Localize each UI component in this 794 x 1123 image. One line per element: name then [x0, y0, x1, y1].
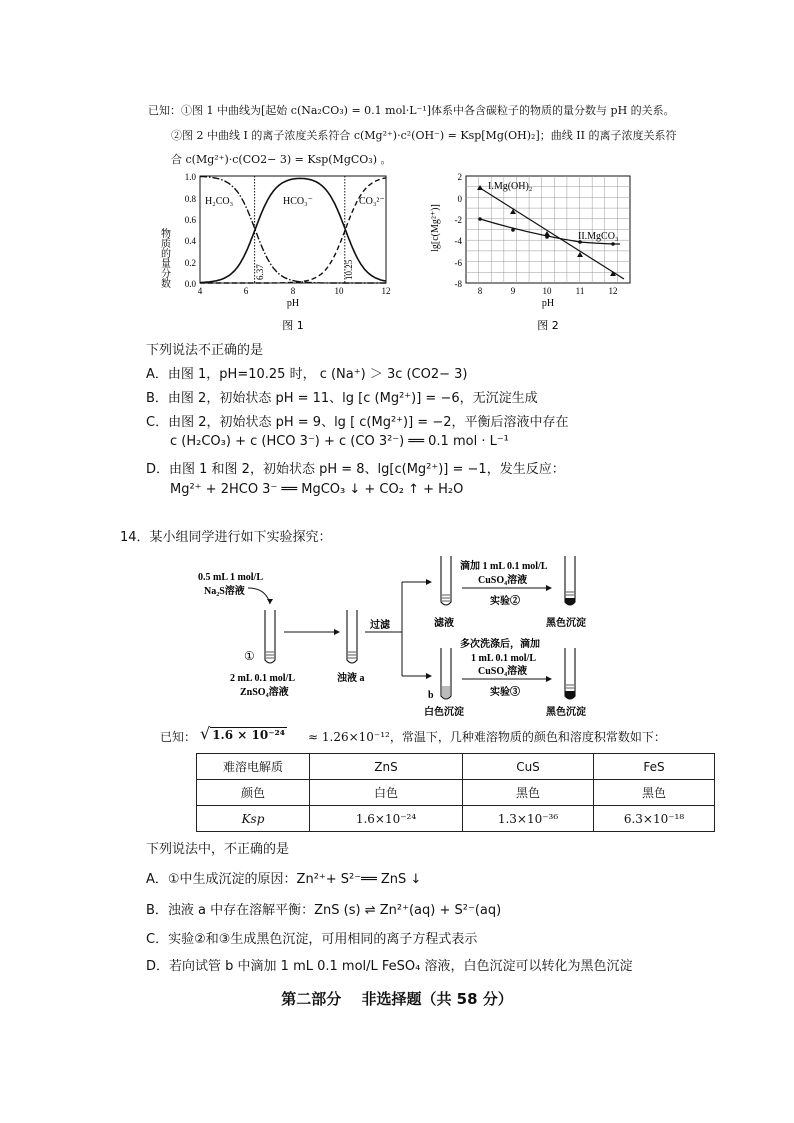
q13-stem: 下列说法不正确的是 — [146, 343, 264, 358]
fig1-xtick: 6 — [243, 286, 249, 296]
fig1-mark1: 6.37 — [255, 264, 265, 280]
q14-option-d: D．若向试管 b 中滴加 1 mL 0.1 mol/L FeSO₄ 溶液，白色沉淀可以转化为黑色沉淀 — [146, 959, 633, 974]
fig1-yticks — [185, 172, 197, 289]
fig1-xtick: 4 — [197, 286, 203, 296]
q13-known-line1: 已知：①图 1 中曲线为[起始 c(Na₂CO₃) = 0.1 mol·L⁻¹]体系中各含碳粒子的物质的量分数与 pH 的关系。 — [148, 104, 675, 117]
fig2-marker — [477, 185, 483, 190]
fig1-ytick: 1.0 — [184, 172, 196, 182]
table-cell: ZnS — [310, 754, 463, 780]
fig1-xticks — [198, 286, 391, 296]
reagent1-line1: 0.5 mL 1 mol/L — [198, 572, 264, 583]
q13-known-line2: ②图 2 中曲线 I 的离子浓度关系符合 c(Mg²⁺)·c²(OH⁻) = Ksp[Mg(OH)₂]；曲线 II 的离子浓度关系符 — [171, 129, 677, 142]
tube1-number: ① — [244, 649, 255, 663]
table-row — [197, 806, 715, 832]
fig1-frame — [200, 176, 386, 283]
top-reagent-line2: CuSO₄溶液 — [478, 575, 528, 586]
fig1-label-co3: CO₃²⁻ — [359, 196, 385, 207]
fig2-ytick: -4 — [454, 236, 462, 246]
fig2-caption: 图 2 — [537, 319, 559, 332]
table-cell: 黑色 — [594, 780, 715, 806]
experiment-diagram — [190, 548, 640, 724]
tube-2 — [347, 610, 357, 663]
fig2-label-curve1: I.Mg(OH)₂ — [488, 181, 533, 192]
fig2-yticks — [455, 172, 463, 289]
fig2-label-curve2: II.MgCO₃ — [578, 231, 619, 242]
q14-option-b: B．浊液 a 中存在溶解平衡：ZnS (s) ⇌ Zn²⁺(aq) + S²⁻(aq) — [146, 903, 502, 918]
filter-label: 过滤 — [370, 620, 390, 631]
dropper-arrow — [248, 588, 270, 604]
fig1-ytick: 0.6 — [184, 215, 196, 225]
table-row — [197, 780, 715, 806]
fig2-ytick: -6 — [454, 258, 462, 268]
exp3-arrow-head — [546, 676, 552, 682]
fig2-xlabel: pH — [541, 298, 555, 309]
fig2-xtick: 10 — [542, 286, 552, 296]
table-cell: 1.6×10⁻²⁴ — [310, 806, 463, 832]
table-cell: 难溶电解质 — [197, 754, 310, 780]
q14-option-a: A．①中生成沉淀的原因：Zn²⁺+ S²⁻══ ZnS ↓ — [146, 872, 422, 887]
branch-top-head — [426, 579, 432, 585]
table-cell: FeS — [594, 754, 715, 780]
table-cell: 颜色 — [197, 780, 310, 806]
fig1-xlabel: pH — [286, 298, 300, 309]
bottom-reagent-line3: CuSO₄溶液 — [478, 666, 528, 677]
tube-filtrate — [441, 556, 451, 605]
exp2-label: 实验② — [490, 596, 520, 607]
fig2-marker — [545, 235, 549, 239]
fig1-xtick: 8 — [290, 286, 296, 296]
fig1-curve-co3 — [200, 178, 386, 283]
exp2-arrow-head — [546, 585, 552, 591]
black-precipitate-label-2: 黑色沉淀 — [546, 707, 586, 718]
part-two-heading: 第二部分 非选择题（共 58 分） — [281, 990, 513, 1008]
q13-option-c: C．由图 2，初始状态 pH = 9、lg [ c(Mg²⁺)] = −2，平衡后溶液中存在 — [146, 415, 569, 430]
fig1-ytick: 0.8 — [184, 194, 196, 204]
fig1-label-hco3: HCO₃⁻ — [283, 196, 313, 207]
figure-2-chart — [420, 168, 640, 333]
q14-known-rest: ≈ 1.26×10⁻¹²，常温下，几种难溶物质的颜色和溶度积常数如下： — [308, 730, 666, 744]
tube-b-label: b — [428, 690, 434, 701]
tube-black-2 — [565, 648, 575, 699]
white-precipitate-label: 白色沉淀 — [424, 707, 464, 718]
tube1-line1: 2 mL 0.1 mol/L — [230, 673, 296, 684]
fig2-marker — [611, 242, 615, 246]
fig1-xtick: 12 — [381, 286, 391, 296]
q13-option-d-cont: Mg²⁺ + 2HCO 3⁻ ══ MgCO₃ ↓ + CO₂ ↑ + H₂O — [170, 482, 464, 497]
sqrt-expression — [200, 724, 287, 743]
fig2-ytick: -8 — [454, 279, 462, 289]
fig2-xtick: 9 — [510, 286, 516, 296]
q13-option-b: B．由图 2，初始状态 pH = 11、lg [c (Mg²⁺)] = −6，无沉淀生成 — [146, 391, 538, 406]
q14-title: 14．某小组同学进行如下实验探究： — [120, 530, 332, 545]
exp3-label: 实验③ — [490, 687, 520, 698]
ksp-table — [196, 753, 715, 832]
tube2-label: 浊液 a — [337, 673, 365, 684]
table-cell: Ksp — [197, 806, 310, 832]
fig1-mark2: 10.25 — [344, 259, 354, 280]
fig2-xtick: 8 — [477, 286, 483, 296]
q13-known-line3: 合 c(Mg²⁺)·c(CO2− 3) = Ksp(MgCO₃) 。 — [171, 153, 392, 166]
reagent1-line2: Na₂S溶液 — [204, 586, 245, 597]
figure-1-chart — [150, 168, 400, 333]
bottom-reagent-line2: 1 mL 0.1 mol/L — [471, 653, 537, 664]
tube1-line2: ZnSO₄溶液 — [240, 687, 289, 698]
fig2-ytick: 2 — [457, 172, 462, 182]
fig2-ylabel: lg[c(Mg²⁺)] — [430, 204, 441, 252]
arrow-1-head — [334, 629, 340, 635]
tube-b — [441, 648, 451, 699]
fig2-xtick: 11 — [575, 286, 585, 296]
tube-1 — [265, 610, 275, 663]
q14-stem: 下列说法中，不正确的是 — [146, 842, 290, 857]
sqrt-icon: √ — [200, 724, 211, 743]
sqrt-radicand: 1.6 × 10⁻²⁴ — [212, 728, 286, 742]
fig1-curve-hco3 — [200, 178, 386, 282]
fig1-ytick: 0.0 — [184, 279, 196, 289]
fig2-xticks — [478, 286, 618, 296]
branch-bottom-head — [426, 673, 432, 679]
table-cell: 1.3×10⁻³⁶ — [463, 806, 594, 832]
top-reagent-line1: 滴加 1 mL 0.1 mol/L — [460, 561, 548, 572]
q13-option-d: D．由图 1 和图 2，初始状态 pH = 8、lg[c(Mg²⁺)] = −1，发生反应： — [146, 462, 565, 477]
bottom-reagent-line1: 多次洗涤后，滴加 — [460, 639, 540, 650]
filtrate-label: 滤液 — [434, 618, 454, 629]
q13-option-a: A．由图 1，pH=10.25 时， c (Na⁺) ＞ 3c (CO2− 3) — [146, 367, 468, 382]
fig1-label-h2co3: H₂CO₃ — [205, 196, 234, 207]
dropper-arrowhead — [267, 599, 273, 604]
black-precipitate-label-1: 黑色沉淀 — [546, 618, 586, 629]
table-row — [197, 754, 715, 780]
tube-black-1 — [565, 556, 575, 605]
fig2-xtick: 12 — [608, 286, 618, 296]
fig1-curve-h2co3 — [200, 177, 386, 284]
fig1-ytick: 0.2 — [184, 258, 196, 268]
table-cell: CuS — [463, 754, 594, 780]
fig2-marker — [478, 217, 482, 221]
q14-known-prefix: 已知： — [160, 730, 197, 744]
fig2-marker — [511, 228, 515, 232]
fig1-caption: 图 1 — [282, 319, 304, 332]
fig2-ytick: -2 — [454, 215, 462, 225]
fig1-ylabel: 物质的量分数 — [158, 228, 170, 288]
q13-option-c-cont: c (H₂CO₃) + c (HCO 3⁻) + c (CO 3²⁻) ══ 0.1 mol · L⁻¹ — [170, 434, 509, 449]
fig2-ytick: 0 — [457, 194, 462, 204]
table-cell: 6.3×10⁻¹⁸ — [594, 806, 715, 832]
table-cell: 黑色 — [463, 780, 594, 806]
q14-option-c: C．实验②和③生成黑色沉淀，可用相同的离子方程式表示 — [146, 932, 478, 947]
fig1-xtick: 10 — [334, 286, 344, 296]
fig1-ytick: 0.4 — [184, 236, 196, 246]
table-cell: 白色 — [310, 780, 463, 806]
